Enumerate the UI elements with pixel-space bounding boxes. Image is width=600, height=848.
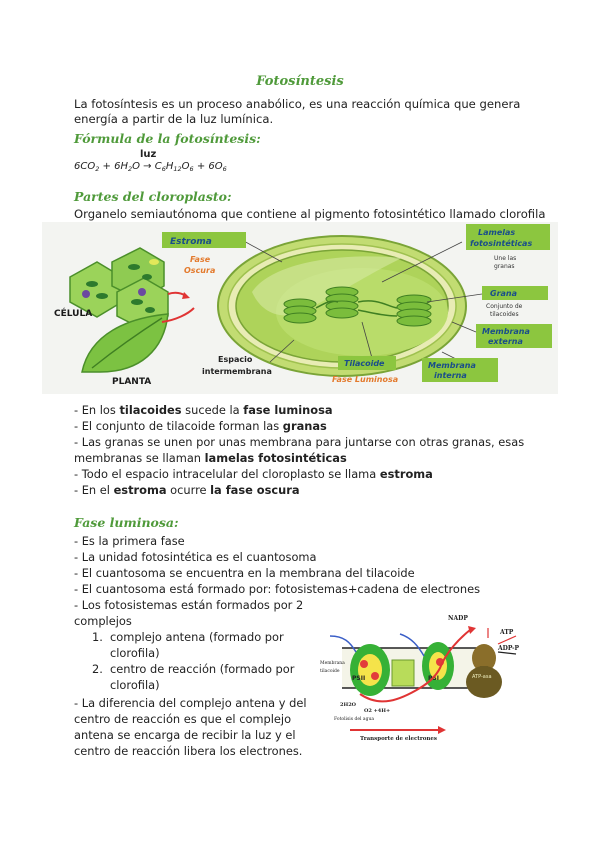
- lamelas-label-2: fotosintéticas: [470, 239, 533, 248]
- formula-light-label: luz: [140, 149, 157, 160]
- fase-luminosa-label: Fase Luminosa: [332, 375, 399, 384]
- chloroplast-bullets: [74, 402, 524, 498]
- list-item: - El conjunto de tilacoide forman las granas: [74, 419, 327, 433]
- plant-label: PLANTA: [112, 377, 152, 387]
- list-item: - El cuantosoma se encuentra en la membrana del tilacoide: [74, 566, 415, 580]
- conjunto-label-2: tilacoides: [490, 311, 519, 318]
- espacio-label-2: intermembrana: [202, 367, 272, 376]
- nadp-label: NADP: [448, 615, 468, 622]
- list-item: membranas se llaman lamelas fotosintéticas: [74, 451, 347, 465]
- lamelas-label-1: Lamelas: [478, 228, 516, 237]
- numbered-item-2: 2. centro de reacción (formado por clorofila): [92, 662, 295, 692]
- fase-oscura-label-1: Fase: [190, 255, 211, 264]
- chloroplast-diagram: [42, 222, 558, 394]
- chloroplast-heading: Partes del cloroplasto:: [74, 189, 232, 204]
- page-title: Fotosíntesis: [256, 74, 344, 89]
- fase-oscura-label-2: Oscura: [184, 266, 216, 275]
- ps1-label: PSI: [428, 675, 439, 682]
- conjunto-label-1: Conjunto de: [486, 303, 523, 310]
- intro-paragraph: [74, 97, 520, 127]
- membrana-label-1: Membrana: [320, 661, 345, 666]
- list-item: - En los tilacoides sucede la fase luminosa: [74, 403, 333, 417]
- grana-label: Grana: [490, 289, 518, 298]
- atp-synthase-label: ATP-asa: [472, 674, 492, 680]
- list-item: - El cuantosoma está formado por: fotosistemas+cadena de electrones: [74, 582, 481, 596]
- membrana-externa-2: externa: [488, 337, 523, 346]
- espacio-label-1: Espacio: [218, 355, 253, 364]
- list-item: - En el estroma ocurre la fase oscura: [74, 483, 300, 497]
- formula-heading: Fórmula de la fotosíntesis:: [74, 131, 261, 146]
- chloroplast-intro: Organelo semiautónoma que contiene al pigmento fotosintético llamado clorofila: [74, 207, 546, 221]
- adp-label: ADP-P: [498, 645, 520, 652]
- list-item: - Los fotosistemas están formados por 2: [74, 598, 304, 612]
- h2o-label: 2H2O: [340, 702, 357, 708]
- membrana-interna-1: Membrana: [428, 361, 476, 370]
- intro-line: La fotosíntesis es un proceso anabólico, es una reacción química que genera: [74, 97, 521, 111]
- une-granas-2: granas: [494, 263, 515, 270]
- luminosa-heading: Fase luminosa:: [74, 515, 179, 530]
- transporte-label: Transporte de electrones: [360, 736, 438, 742]
- une-granas-1: Une las: [494, 255, 517, 262]
- estroma-label: Estroma: [170, 237, 212, 247]
- list-item: complejos: [74, 614, 132, 628]
- list-item: - Todo el espacio intracelular del cloroplasto se llama estroma: [74, 467, 433, 481]
- tilacoide-label: Tilacoide: [344, 359, 385, 368]
- cell-label: CÉLULA: [54, 309, 93, 319]
- list-item: - Es la primera fase: [74, 534, 185, 548]
- list-item: - Las granas se unen por unas membrana para juntarse con otras granas, esas: [74, 435, 525, 449]
- fotolisis-label: Fotolisis del agua: [334, 717, 375, 722]
- ps2-label: PSII: [352, 675, 366, 682]
- intro-line: energía a partir de la luz lumínica.: [74, 112, 274, 126]
- photosynthesis-formula: $6CO_2 + 6H_2O \to C_6H_{12}O_6 + 6O_6$: [74, 161, 227, 173]
- o2-label: O2 +4H+: [364, 708, 391, 714]
- membrana-externa-1: Membrana: [482, 327, 530, 336]
- membrana-interna-2: interna: [434, 371, 467, 380]
- numbered-item-1: 1. complejo antena (formado por clorofila): [92, 630, 284, 660]
- list-item: - La unidad fotosintética es el cuantosoma: [74, 550, 317, 564]
- atp-label: ATP: [500, 629, 514, 636]
- closing-paragraph: - La diferencia del complejo antena y del centro de reacción es que el complejo antena se encarga de recibir la luz y el centro de reacción libera los electrones.: [74, 696, 307, 758]
- membrana-label-2: tilacoide: [320, 669, 340, 674]
- thylakoid-membrane-diagram: [320, 608, 530, 742]
